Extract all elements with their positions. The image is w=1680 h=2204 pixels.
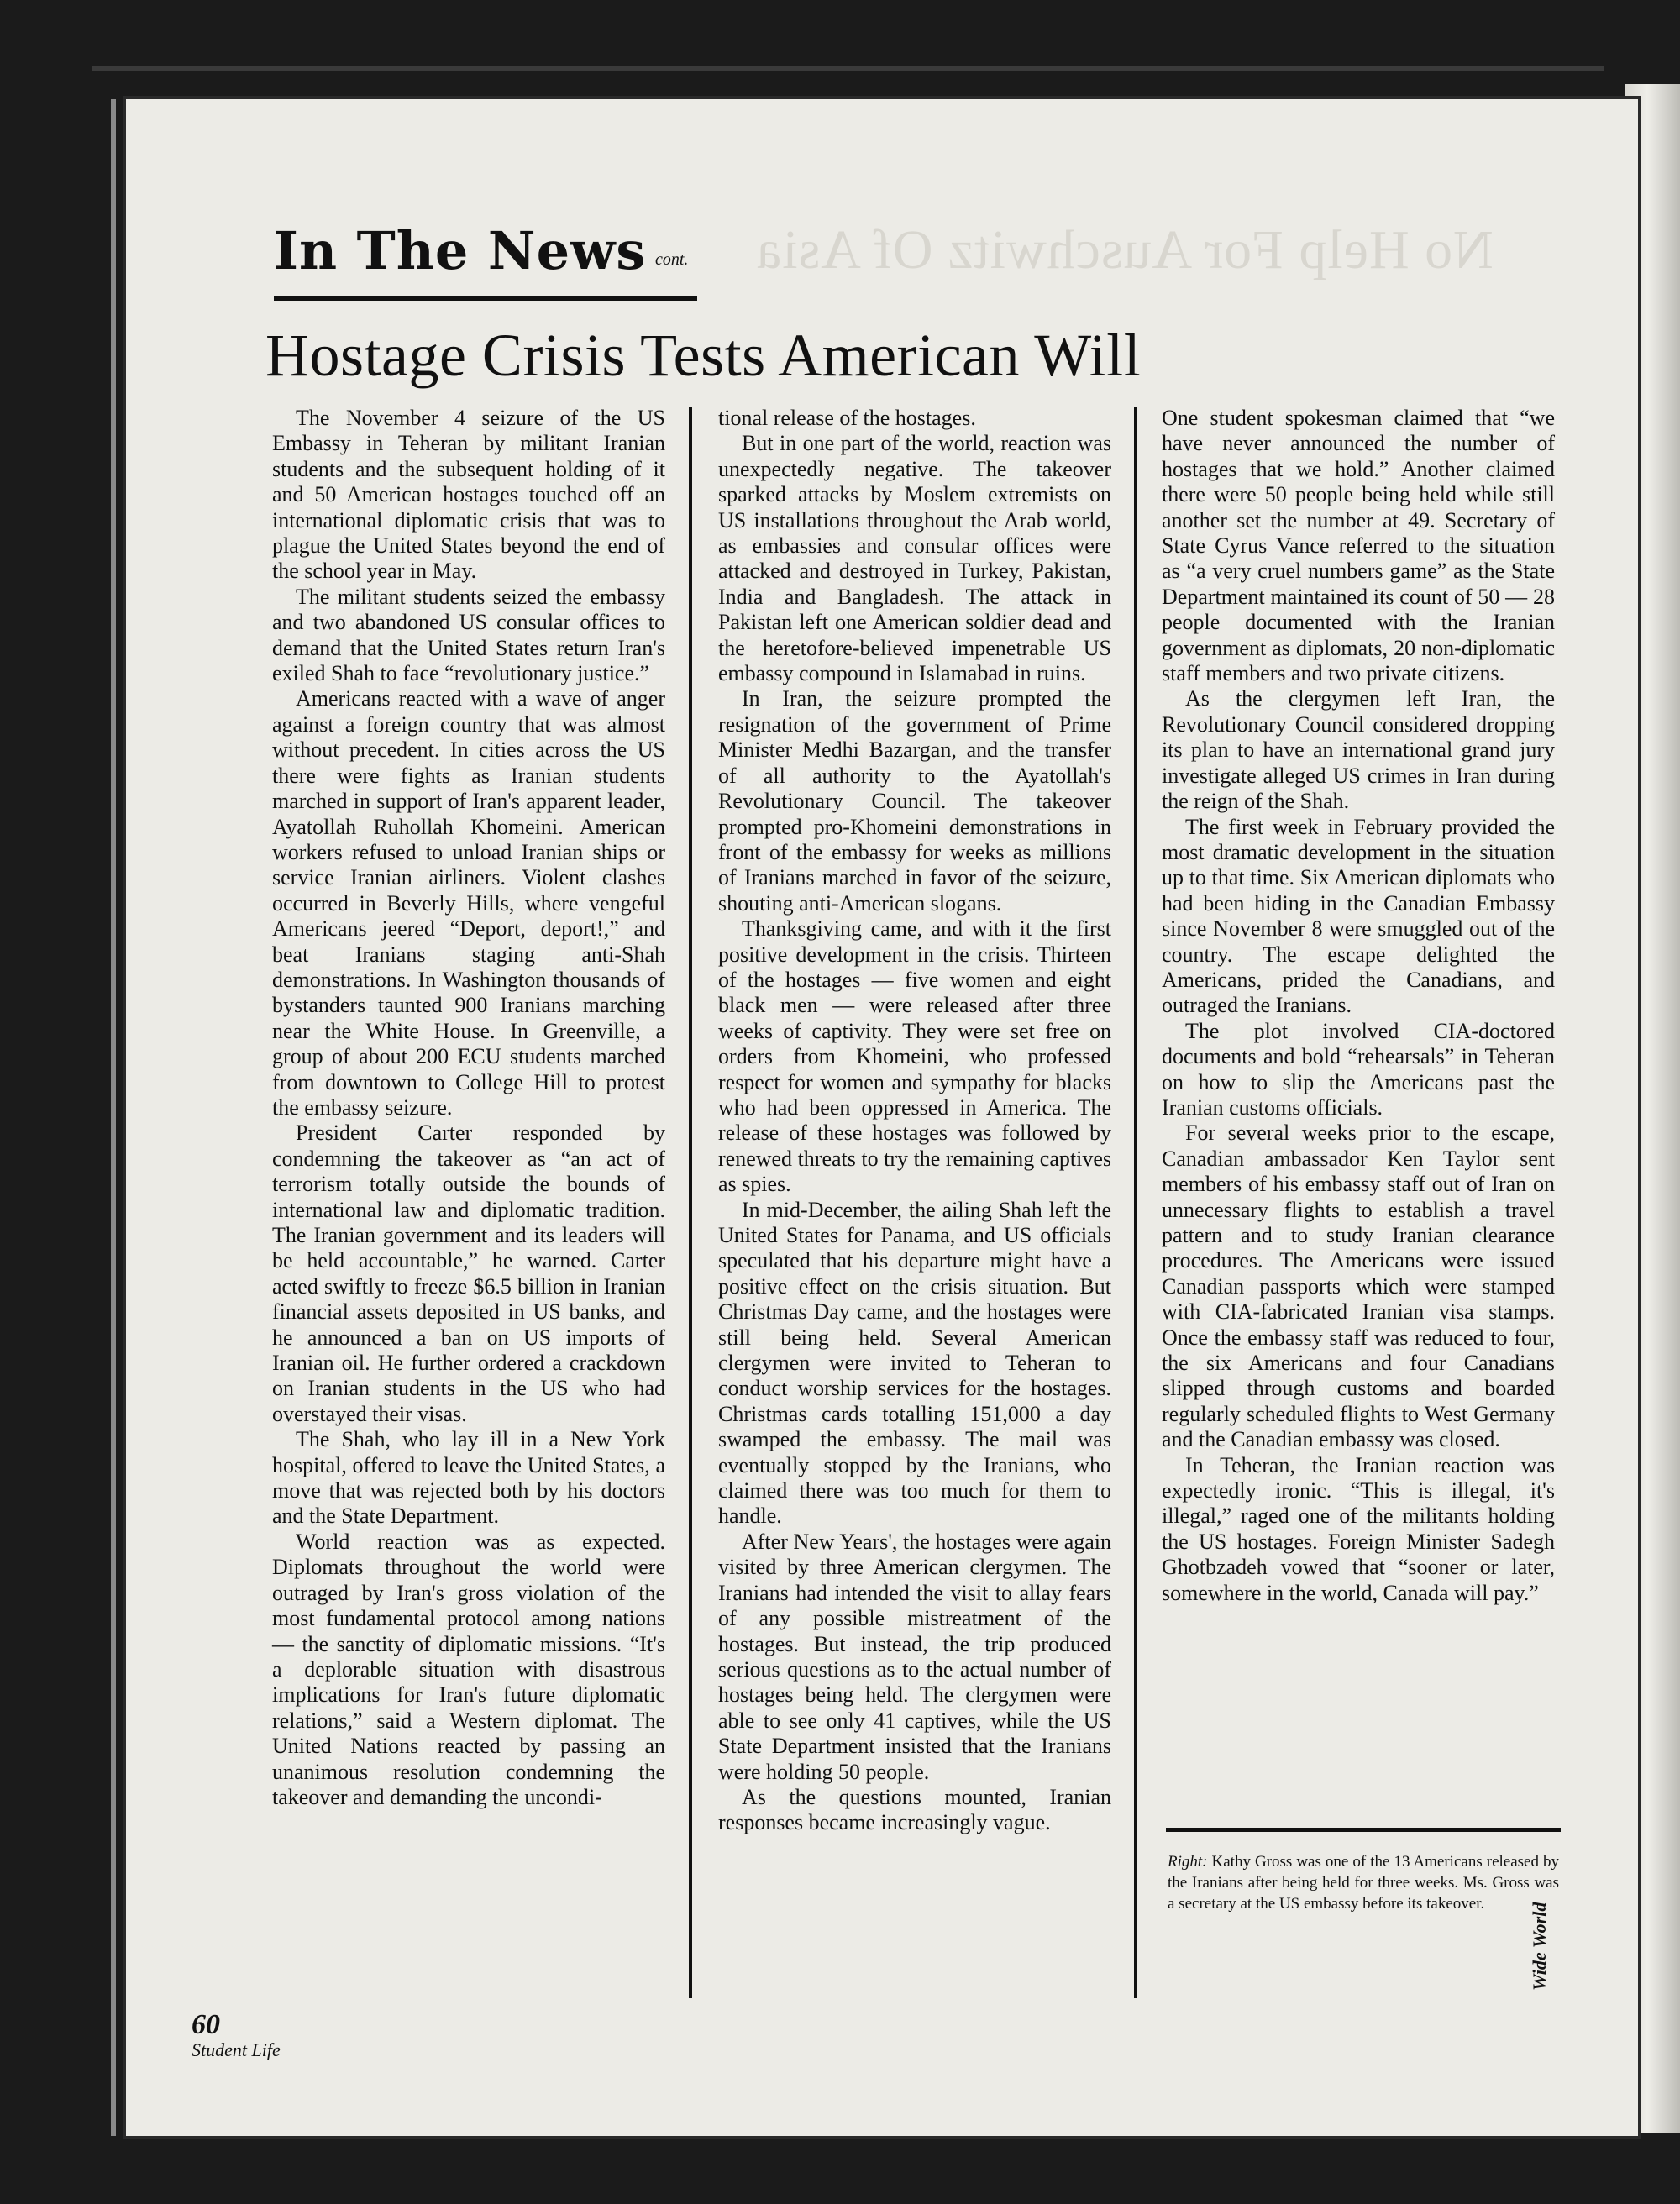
paragraph: The Shah, who lay ill in a New York hospital, offered to leave the United States, a move that was rejected both by his doctors and the State Department. bbox=[272, 1427, 665, 1529]
caption-lead: Right: bbox=[1168, 1853, 1208, 1871]
caption-rule bbox=[1166, 1828, 1561, 1832]
paragraph: Thanksgiving came, and with it the first positive development in the crisis. Thirteen of the hostages — five women and eight black men — were released after three weeks of captivity. They were set free on orders from Khomeini, who professed respect for women and sympathy for blacks who had been oppressed in America. The release of these hostages was followed by renewed threats to try the remaining captives as spies. bbox=[718, 916, 1111, 1197]
photo-credit: Wide World bbox=[1529, 1902, 1550, 1991]
paragraph: World reaction was as expected. Diplomats throughout the world were outraged by Iran's gross violation of the most fundamental protocol among nations — the sanctity of diplomatic missions. “It's a deplorable situation with disastrous implications for Iran's future diplomatic relations,” said a Western diplomat. The United Nations reacted by passing an unanimous resolution condemning the takeover and demanding the uncondi- bbox=[272, 1529, 665, 1809]
paragraph: One student spokesman claimed that “we have never announced the number of hostages that we hold.” Another claimed there were 50 people being held while still another set the number at 49. Secretary of State Cyrus Vance referred to the situation as “a very cruel numbers game” as the State Department maintained its count of 50 — 28 people documented with the Iranian government as diplomats, 20 non-diplomatic staff members and two private citizens. bbox=[1162, 406, 1555, 686]
page-gutter-line bbox=[111, 99, 116, 2136]
article-column-2 bbox=[718, 406, 1111, 1836]
paragraph: As the questions mounted, Iranian responses became increasingly vague. bbox=[718, 1784, 1111, 1835]
paragraph: President Carter responded by condemning the takeover as “an act of terrorism totally outside the bounds of international law and diplomatic tradition. The Iranian government and its leaders will be held accountable,” he warned. Carter acted swiftly to freeze $6.5 billion in Iranian financial assets deposited in US banks, and he announced a ban on US imports of Iranian oil. He further ordered a crackdown on Iranian students in the US who had overstayed their visas. bbox=[272, 1120, 665, 1426]
continued-label: cont. bbox=[655, 250, 689, 269]
paragraph: In mid-December, the ailing Shah left the United States for Panama, and US officials speculated that his departure might have a positive effect on the crisis situation. But Christmas Day came, and the hostages were still being held. Several American clergymen were invited to Teheran to conduct worship services for the hostages. Christmas cards totalling 151,000 a day swamped the embassy. The mail was eventually stopped by the Iranians, who claimed there was too much for them to handle. bbox=[718, 1197, 1111, 1529]
paragraph: The plot involved CIA-doctored documents and bold “rehearsals” in Teheran on how to slip the Americans past the Iranian customs officials. bbox=[1162, 1018, 1555, 1120]
paragraph: After New Years', the hostages were again visited by three American clergymen. The Iranians had intended the visit to allay fears of any possible mistreatment of the hostages. But instead, the trip produced serious questions as to the actual number of hostages being held. The clergymen were able to see only 41 captives, while the US State Department insisted that the Iranians were holding 50 people. bbox=[718, 1529, 1111, 1784]
article-column-1 bbox=[272, 406, 665, 1810]
paragraph: tional release of the hostages. bbox=[718, 406, 976, 430]
paragraph: As the clergymen left Iran, the Revolutionary Council considered dropping its plan to have an international grand jury investigate alleged US crimes in Iran during the reign of the Shah. bbox=[1162, 686, 1555, 814]
photo-caption bbox=[1168, 1851, 1559, 1914]
paragraph: Americans reacted with a wave of anger against a foreign country that was almost without precedent. In cities across the US there were fights as Iranian students marched in support of Iran's apparent leader, Ayatollah Ruhollah Khomeini. American workers refused to unload Iranian ships or service Iranian airliners. Violent clashes occurred in Beverly Hills, where vengeful Americans jeered “Deport, deport!,” and beat Iranians staging anti-Shah demonstrations. In Washington thousands of bystanders taunted 900 Iranians marching near the White House. In Greenville, a group of about 200 ECU students marched from downtown to College Hill to protest the embassy seizure. bbox=[272, 686, 665, 1120]
paragraph: The first week in February provided the most dramatic development in the situation up to that time. Six American diplomats who had been hiding in the Canadian Embassy since November 8 were smuggled out of the country. The escape delighted the Americans, prided the Canadians, and outraged the Iranians. bbox=[1162, 814, 1555, 1018]
section-title-rule bbox=[274, 296, 697, 301]
paragraph: The November 4 seizure of the US Embassy in Teheran by militant Iranian students and the subsequent holding of it and 50 American hostages touched off an international diplomatic crisis that was to plague the United States beyond the end of the school year in May. bbox=[272, 406, 665, 584]
page-number: 60 bbox=[192, 2009, 220, 2040]
column-divider bbox=[1134, 407, 1137, 1998]
book-edge-top bbox=[92, 66, 1604, 71]
article-column-3 bbox=[1162, 406, 1555, 1606]
paragraph: In Teheran, the Iranian reaction was expectedly ironic. “This is illegal, it's illegal,” raged one of the militants holding the US hostages. Foreign Minister Sadegh Ghotbzadeh vowed that “sooner or later, somewhere in the world, Canada will pay.” bbox=[1162, 1452, 1555, 1605]
article-headline: Hostage Crisis Tests American Will bbox=[265, 322, 1142, 389]
paragraph: In Iran, the seizure prompted the resignation of the government of Prime Minister Medhi Bazargan, and the transfer of all authority to the Ayatollah's Revolutionary Council. The takeover prompted pro-Khomeini demonstrations in front of the embassy for weeks as millions of Iranians marched in favor of the seizure, shouting anti-American slogans. bbox=[718, 686, 1111, 916]
publication-name: Student Life bbox=[192, 2039, 281, 2060]
paragraph: The militant students seized the embassy and two abandoned US consular offices to demand that the United States return Iran's exiled Shah to face “revolutionary justice.” bbox=[272, 584, 665, 686]
paragraph: For several weeks prior to the escape, Canadian ambassador Ken Taylor sent members of his embassy staff out of Iran on unnecessary flights to establish a travel pattern and to study Iranian clearance procedures. The Americans were issued Canadian passports which were stamped with CIA-fabricated Iranian visa stamps. Once the embassy staff was reduced to four, the six Americans and four Canadians slipped through customs and boarded regularly scheduled flights to West Germany and the Canadian embassy was closed. bbox=[1162, 1120, 1555, 1452]
caption-text: Kathy Gross was one of the 13 Americans released by the Iranians after being held for three weeks. Ms. Gross was a secretary at the US embassy before its takeover. bbox=[1168, 1853, 1559, 1913]
column-divider bbox=[689, 407, 692, 1998]
bleed-through-text: No Help For Auschwitz Of Asia bbox=[756, 219, 1494, 281]
section-title: In The News bbox=[274, 220, 647, 281]
paragraph: But in one part of the world, reaction was unexpectedly negative. The takeover sparked attacks by Moslem extremists on US installations throughout the Arab world, as embassies and consular offices were attacked and destroyed in Turkey, Pakistan, India and Bangladesh. The attack in Pakistan left one American soldier dead and the heretofore-believed impenetrable US embassy compound in Islamabad in ruins. bbox=[718, 431, 1111, 686]
